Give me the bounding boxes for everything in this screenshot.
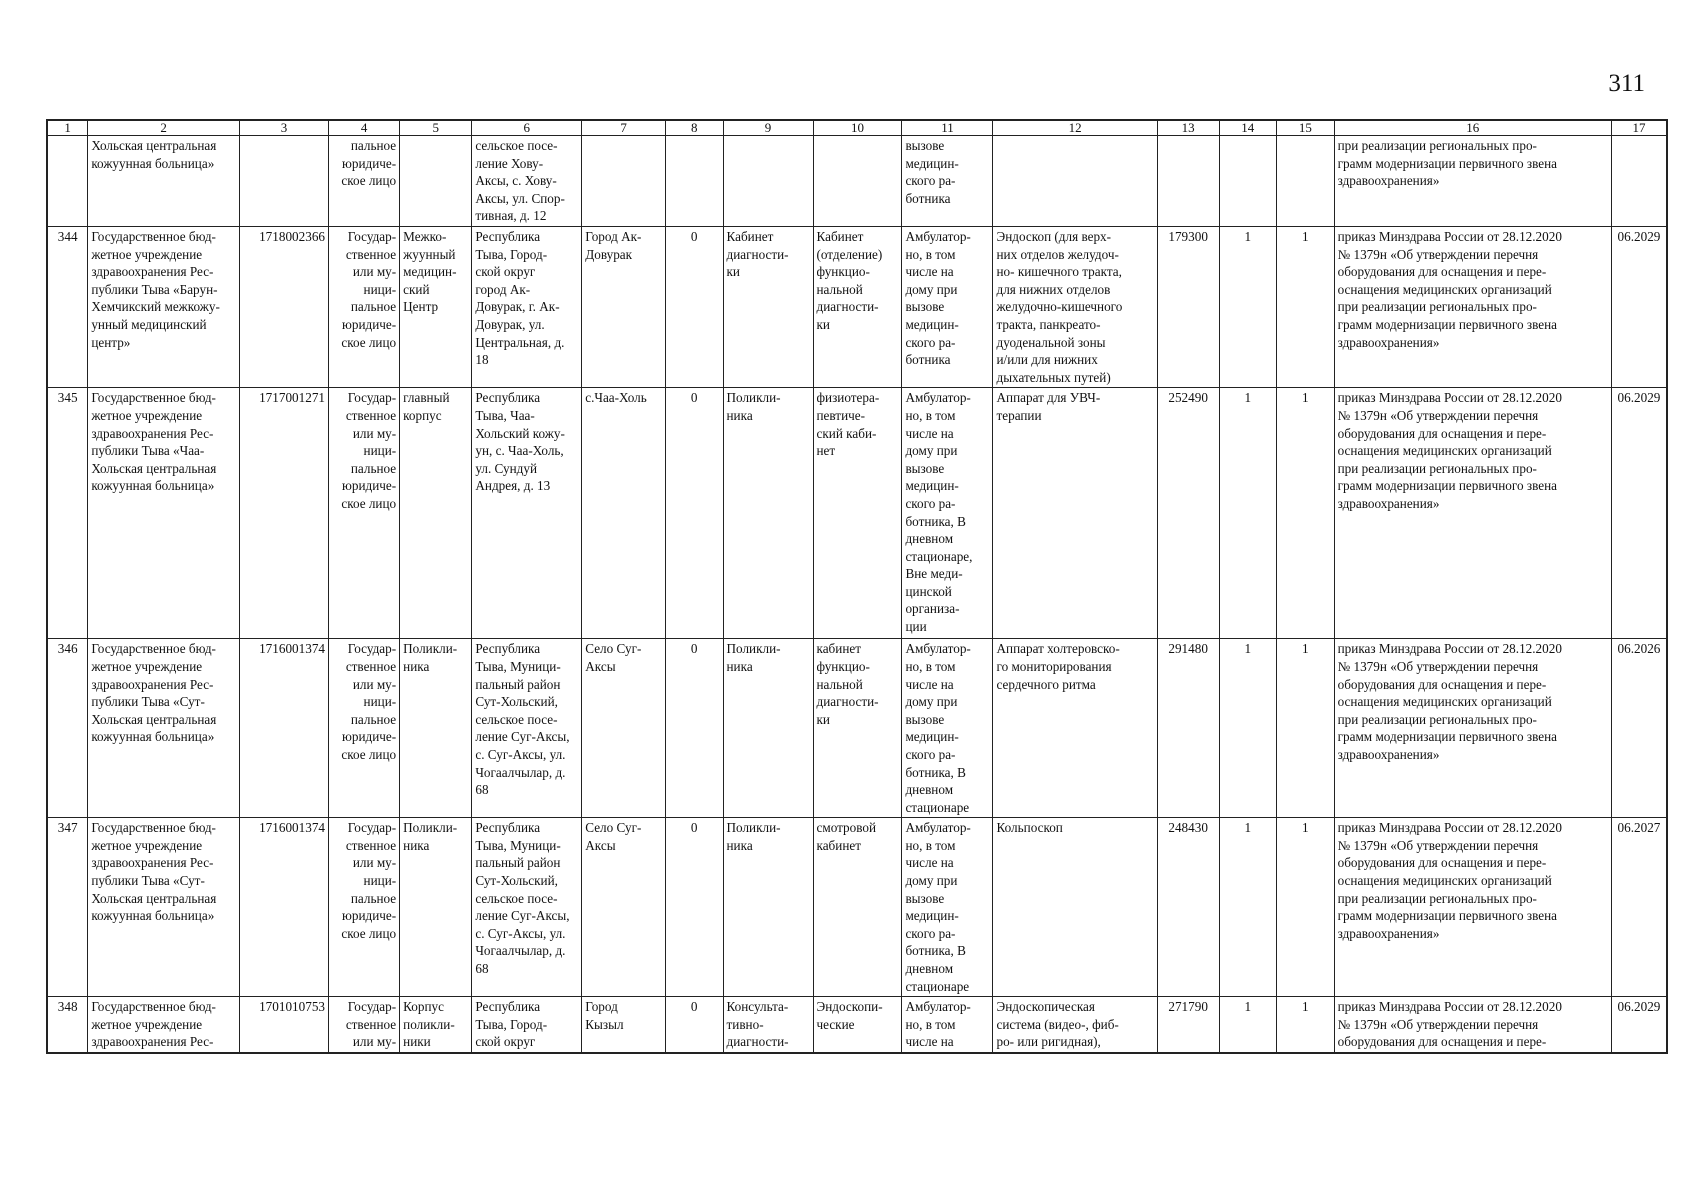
care-form-cell <box>902 136 993 227</box>
subunit-cell-text: физиотера- певтиче- ский каби- нет <box>816 390 880 459</box>
address-cell <box>472 818 582 997</box>
organization-cell <box>88 639 240 818</box>
locality-cell <box>582 136 666 227</box>
address-cell <box>472 227 582 388</box>
address-cell-text: Республика Тыва, Муници- пальный район Сут-Хольский, сельское посе- ление Суг-Аксы, с. Суг-Аксы, ул. Чогаалчылар, д. 68 <box>475 820 570 977</box>
address-cell-text: Республика Тыва, Город- ской округ город Ак- Довурак, г. Ак- Довурак, ул. Центральная, д. 18 <box>475 229 565 368</box>
subunit-cell-text: Эндоскопи- ческие <box>816 999 883 1032</box>
address-cell-text: Республика Тыва, Муници- пальный район Сут-Хольский, сельское посе- ление Суг-Аксы, с. Суг-Аксы, ул. Чогаалчылар, д. 68 <box>475 641 570 798</box>
date-cell <box>1611 388 1667 639</box>
column-14-cell-text: 1 <box>1244 641 1252 657</box>
column-8-cell-text: 0 <box>690 229 698 244</box>
row-number-cell <box>47 136 88 227</box>
table-row <box>47 639 1667 818</box>
column-14-cell <box>1219 639 1277 818</box>
column-number: 12 <box>993 120 1157 136</box>
care-form-cell-text: Амбулатор- но, в том числе на дому при вызове медицин- ского ра- ботника <box>905 229 971 368</box>
column-number: 10 <box>813 120 902 136</box>
unit-cell-text: Поликли- ника <box>726 820 781 853</box>
organization-cell-text: Хольская центральная кожуунная больница» <box>91 138 217 171</box>
care-form-cell-text: Амбулатор- но, в том числе на дому при вызове медицин- ского ра- ботника, В дневном стационаре <box>905 820 971 994</box>
equipment-cell <box>993 639 1157 818</box>
building-cell-text: Межко- жуунный медицин- ский Центр <box>403 229 457 315</box>
subunit-cell <box>813 818 902 997</box>
column-8-cell <box>665 639 723 818</box>
legal-basis-cell-text: при реализации региональных про- грамм модернизации первичного звена здравоохранения» <box>1337 138 1557 189</box>
date-cell <box>1611 997 1667 1053</box>
row-number-cell-text: 348 <box>57 999 78 1015</box>
building-cell <box>400 388 472 639</box>
unit-cell <box>723 997 813 1053</box>
column-number: 11 <box>902 120 993 136</box>
date-cell-text: 06.2027 <box>1617 820 1661 836</box>
legal-form-cell-text: Государ- ственное или му- ници- пальное юридиче- ское лицо <box>341 641 397 762</box>
legal-basis-cell <box>1334 388 1611 639</box>
column-8-cell-text: 0 <box>690 999 698 1015</box>
building-cell-text: Поликли- ника <box>403 820 458 853</box>
row-number-cell <box>47 639 88 818</box>
legal-form-cell-text: Государ- ственное или му- <box>345 999 397 1050</box>
building-cell <box>400 639 472 818</box>
row-number-cell-text: 344 <box>57 229 78 244</box>
organization-cell-text: Государственное бюд- жетное учреждение здравоохранения Рес- публики Тыва «Сут- Хольская центральная кожуунная больница» <box>91 820 217 924</box>
legal-basis-cell <box>1334 136 1611 227</box>
unit-cell-text: Консульта- тивно- диагности- <box>726 999 789 1050</box>
column-8-cell-text: 0 <box>690 641 698 657</box>
column-14-cell-text: 1 <box>1244 229 1252 244</box>
column-number: 14 <box>1219 120 1277 136</box>
column-14-cell-text: 1 <box>1244 390 1252 406</box>
organization-cell <box>88 818 240 997</box>
table-row <box>47 227 1667 388</box>
price-cell <box>1157 997 1219 1053</box>
locality-cell <box>582 818 666 997</box>
price-cell <box>1157 227 1219 388</box>
price-cell <box>1157 388 1219 639</box>
row-number-cell-text: 347 <box>57 820 78 836</box>
column-8-cell <box>665 136 723 227</box>
unit-cell-text: Кабинет диагности- ки <box>726 229 789 280</box>
date-cell-text: 06.2029 <box>1617 229 1661 244</box>
organization-cell <box>88 227 240 388</box>
building-cell-text: главный корпус <box>403 390 450 423</box>
column-number: 2 <box>88 120 240 136</box>
locality-cell-text: Город Кызыл <box>585 999 624 1032</box>
subunit-cell <box>813 388 902 639</box>
legal-form-cell-text: Государ- ственное или му- ници- пальное юридиче- ское лицо <box>341 390 397 511</box>
inn-cell-text: 1718002366 <box>259 229 325 244</box>
column-number: 16 <box>1334 120 1611 136</box>
care-form-cell <box>902 997 993 1053</box>
locality-cell <box>582 388 666 639</box>
table-row <box>47 136 1667 227</box>
column-number: 1 <box>47 120 88 136</box>
table-row <box>47 818 1667 997</box>
inn-cell <box>240 227 329 388</box>
column-8-cell <box>665 388 723 639</box>
column-number: 5 <box>400 120 472 136</box>
locality-cell-text: Село Суг- Аксы <box>585 820 642 853</box>
date-cell-text: 06.2029 <box>1617 999 1661 1015</box>
locality-cell <box>582 227 666 388</box>
building-cell <box>400 997 472 1053</box>
price-cell-text: 271790 <box>1168 999 1208 1015</box>
column-number: 8 <box>665 120 723 136</box>
legal-form-cell <box>329 388 400 639</box>
column-14-cell <box>1219 388 1277 639</box>
address-cell-text: Республика Тыва, Чаа- Хольский кожу- ун, с. Чаа-Холь, ул. Сундуй Андрея, д. 13 <box>475 390 565 494</box>
column-number: 13 <box>1157 120 1219 136</box>
price-cell <box>1157 136 1219 227</box>
column-14-cell-text: 1 <box>1244 820 1252 836</box>
building-cell <box>400 818 472 997</box>
column-14-cell <box>1219 136 1277 227</box>
column-8-cell <box>665 227 723 388</box>
table-row <box>47 997 1667 1053</box>
legal-form-cell <box>329 997 400 1053</box>
inn-cell-text: 1716001374 <box>259 820 325 836</box>
unit-cell <box>723 136 813 227</box>
address-cell-text: сельское посе- ление Хову- Аксы, с. Хову- Аксы, ул. Спор- тивная, д. 12 <box>475 138 565 224</box>
equipment-cell-text: Кольпоскоп <box>996 820 1063 836</box>
unit-cell-text: Поликли- ника <box>726 390 781 423</box>
column-number: 7 <box>582 120 666 136</box>
locality-cell <box>582 997 666 1053</box>
equipment-cell-text: Эндоскопическая система (видео-, фиб- ро- или ригидная), <box>996 999 1119 1050</box>
column-number-row <box>47 120 1667 136</box>
care-form-cell <box>902 227 993 388</box>
inn-cell <box>240 818 329 997</box>
date-cell-text: 06.2029 <box>1617 390 1661 406</box>
row-number-cell <box>47 227 88 388</box>
subunit-cell <box>813 136 902 227</box>
page-number: 311 <box>1608 70 1645 97</box>
legal-form-cell <box>329 818 400 997</box>
equipment-cell <box>993 818 1157 997</box>
care-form-cell-text: вызове медицин- ского ра- ботника <box>905 138 959 206</box>
subunit-cell-text: Кабинет (отделение) функцио- нальной диагности- ки <box>816 229 883 332</box>
date-cell <box>1611 818 1667 997</box>
legal-basis-cell <box>1334 227 1611 388</box>
organization-cell <box>88 388 240 639</box>
equipment-cell-text: Аппарат холтеровско- го мониторирования сердечного ритма <box>996 641 1120 692</box>
column-15-cell <box>1277 997 1335 1053</box>
column-15-cell-text: 1 <box>1302 229 1309 244</box>
legal-basis-cell-text: приказ Минздрава России от 28.12.2020 № 1379н «Об утверждении перечня оборудования для оснащения и пере- оснащения медицинских организаций при реализации региональных про- грамм модернизации первичного звена здравоохранения» <box>1337 390 1562 511</box>
unit-cell-text: Поликли- ника <box>726 641 781 674</box>
subunit-cell-text: кабинет функцио- нальной диагности- ки <box>816 641 879 727</box>
row-number-cell <box>47 388 88 639</box>
subunit-cell <box>813 227 902 388</box>
column-8-cell <box>665 997 723 1053</box>
address-cell-text: Республика Тыва, Город- ской округ <box>475 999 548 1050</box>
unit-cell <box>723 388 813 639</box>
unit-cell <box>723 227 813 388</box>
care-form-cell <box>902 639 993 818</box>
equipment-cell <box>993 227 1157 388</box>
equipment-cell-text: Эндоскоп (для верх- них отделов желудоч- но- кишечного тракта, для нижних отделов желудочно-кишечного тракта, панкреато- дуоденальной зоны и/или для нижних дыхательных путей) <box>996 229 1123 385</box>
organization-cell-text: Государственное бюд- жетное учреждение здравоохранения Рес- публики Тыва «Сут- Хольская центральная кожуунная больница» <box>91 641 217 745</box>
inn-cell-text: 1717001271 <box>259 390 325 406</box>
locality-cell-text: Город Ак- Довурак <box>585 229 642 262</box>
address-cell <box>472 997 582 1053</box>
equipment-cell <box>993 388 1157 639</box>
legal-basis-cell <box>1334 818 1611 997</box>
legal-basis-cell-text: приказ Минздрава России от 28.12.2020 № 1379н «Об утверждении перечня оборудования для оснащения и пере- оснащения медицинских организаций при реализации региональных про- грамм модернизации первичного звена здравоохранения» <box>1337 229 1562 350</box>
column-15-cell-text: 1 <box>1302 641 1309 657</box>
price-cell-text: 291480 <box>1168 641 1208 657</box>
building-cell <box>400 227 472 388</box>
column-number: 15 <box>1277 120 1335 136</box>
price-cell-text: 252490 <box>1168 390 1208 406</box>
column-15-cell-text: 1 <box>1302 390 1309 406</box>
subunit-cell <box>813 639 902 818</box>
column-number: 3 <box>240 120 329 136</box>
locality-cell <box>582 639 666 818</box>
subunit-cell-text: смотровой кабинет <box>816 820 877 853</box>
column-number: 9 <box>723 120 813 136</box>
equipment-cell-text: Аппарат для УВЧ- терапии <box>996 390 1101 423</box>
date-cell <box>1611 227 1667 388</box>
locality-cell-text: с.Чаа-Холь <box>585 390 647 406</box>
column-number: 17 <box>1611 120 1667 136</box>
price-cell <box>1157 639 1219 818</box>
row-number-cell-text: 346 <box>57 641 78 657</box>
date-cell <box>1611 639 1667 818</box>
care-form-cell-text: Амбулатор- но, в том числе на дому при вызове медицин- ского ра- ботника, В дневном стационаре <box>905 641 971 815</box>
column-15-cell-text: 1 <box>1302 820 1309 836</box>
row-number-cell-text: 345 <box>57 390 78 406</box>
address-cell <box>472 388 582 639</box>
inn-cell <box>240 639 329 818</box>
column-15-cell <box>1277 227 1335 388</box>
price-cell-text: 248430 <box>1168 820 1208 836</box>
care-form-cell <box>902 818 993 997</box>
legal-form-cell <box>329 227 400 388</box>
inn-cell-text: 1716001374 <box>259 641 325 657</box>
unit-cell <box>723 818 813 997</box>
price-cell <box>1157 818 1219 997</box>
legal-form-cell-text: Государ- ственное или му- ници- пальное юридиче- ское лицо <box>341 820 397 941</box>
organization-cell-text: Государственное бюд- жетное учреждение здравоохранения Рес- публики Тыва «Чаа- Хольская центральная кожуунная больница» <box>91 390 217 494</box>
legal-form-cell-text: Государ- ственное или му- ници- пальное юридиче- ское лицо <box>341 229 397 350</box>
legal-basis-cell-text: приказ Минздрава России от 28.12.2020 № 1379н «Об утверждении перечня оборудования для оснащения и пере- оснащения медицинских организаций при реализации региональных про- грамм модернизации первичного звена здравоохранения» <box>1337 820 1562 941</box>
date-cell <box>1611 136 1667 227</box>
equipment-cell <box>993 997 1157 1053</box>
address-cell <box>472 136 582 227</box>
column-14-cell <box>1219 818 1277 997</box>
legal-form-cell-text: пальное юридиче- ское лицо <box>341 138 397 189</box>
column-15-cell-text: 1 <box>1302 999 1309 1015</box>
care-form-cell-text: Амбулатор- но, в том числе на <box>905 999 971 1050</box>
inn-cell-text: 1701010753 <box>259 999 325 1015</box>
column-14-cell-text: 1 <box>1244 999 1252 1015</box>
locality-cell-text: Село Суг- Аксы <box>585 641 642 674</box>
building-cell-text: Корпус поликли- ники <box>403 999 455 1050</box>
price-cell-text: 179300 <box>1168 229 1208 244</box>
inn-cell <box>240 388 329 639</box>
legal-basis-cell <box>1334 997 1611 1053</box>
column-8-cell-text: 0 <box>690 390 698 406</box>
equipment-table <box>46 119 1668 1054</box>
legal-basis-cell-text: приказ Минздрава России от 28.12.2020 № 1379н «Об утверждении перечня оборудования для оснащения и пере- оснащения медицинских организаций при реализации региональных про- грамм модернизации первичного звена здравоохранения» <box>1337 641 1562 762</box>
column-number: 6 <box>472 120 582 136</box>
column-14-cell <box>1219 227 1277 388</box>
unit-cell <box>723 639 813 818</box>
column-15-cell <box>1277 818 1335 997</box>
care-form-cell <box>902 388 993 639</box>
date-cell-text: 06.2026 <box>1617 641 1661 657</box>
building-cell <box>400 136 472 227</box>
column-8-cell <box>665 818 723 997</box>
legal-basis-cell <box>1334 639 1611 818</box>
building-cell-text: Поликли- ника <box>403 641 458 674</box>
equipment-cell <box>993 136 1157 227</box>
table-row <box>47 388 1667 639</box>
organization-cell-text: Государственное бюд- жетное учреждение здравоохранения Рес- <box>91 999 216 1050</box>
column-15-cell <box>1277 388 1335 639</box>
organization-cell <box>88 136 240 227</box>
row-number-cell <box>47 997 88 1053</box>
inn-cell <box>240 997 329 1053</box>
care-form-cell-text: Амбулатор- но, в том числе на дому при вызове медицин- ского ра- ботника, В дневном стационаре, Вне меди- цинской организа- ции <box>905 390 973 635</box>
inn-cell <box>240 136 329 227</box>
legal-form-cell <box>329 639 400 818</box>
column-8-cell-text: 0 <box>690 820 698 836</box>
column-14-cell <box>1219 997 1277 1053</box>
row-number-cell <box>47 818 88 997</box>
column-15-cell <box>1277 639 1335 818</box>
organization-cell-text: Государственное бюд- жетное учреждение здравоохранения Рес- публики Тыва «Барун- Хемчикский межкожу- унный медицинский центр» <box>91 229 220 350</box>
organization-cell <box>88 997 240 1053</box>
address-cell <box>472 639 582 818</box>
legal-form-cell <box>329 136 400 227</box>
column-number: 4 <box>329 120 400 136</box>
column-15-cell <box>1277 136 1335 227</box>
legal-basis-cell-text: приказ Минздрава России от 28.12.2020 № 1379н «Об утверждении перечня оборудования для оснащения и пере- <box>1337 999 1562 1050</box>
subunit-cell <box>813 997 902 1053</box>
